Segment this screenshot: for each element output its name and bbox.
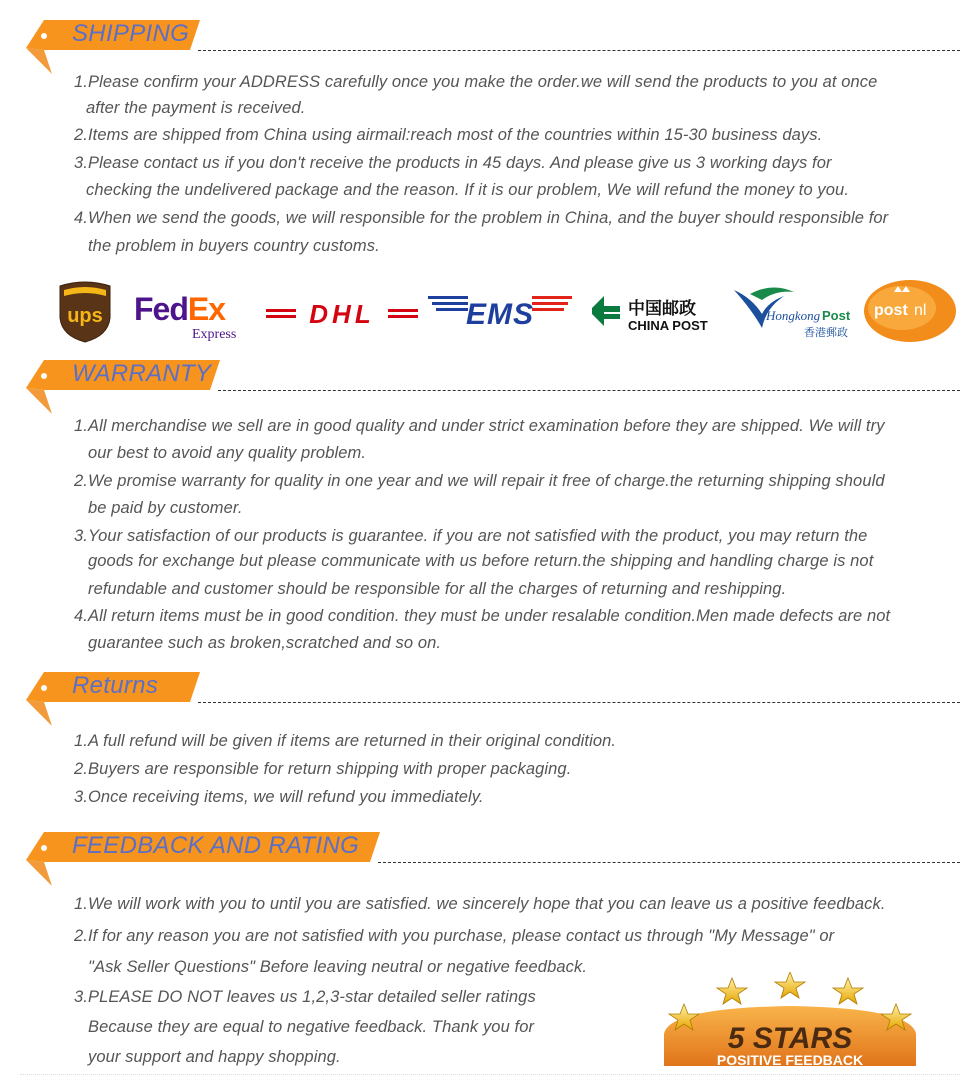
shipping-divider: [198, 50, 960, 51]
svg-text:CHINA POST: CHINA POST: [628, 318, 708, 332]
shipping-line-5: checking the undelivered package and the reason. If it is our problem, We will refund the money to you.: [86, 181, 850, 199]
star-icon-2: [717, 978, 747, 1004]
svg-text:DHL: DHL: [309, 299, 375, 328]
warranty-line-7: refundable and customer should be responsible for all the charges of returning and reshipping.: [88, 580, 787, 598]
warranty-line-3: 2.We promise warranty for quality in one year and we will repair it free of charge.the returning shipping should: [74, 472, 885, 490]
ems-logo: [428, 292, 574, 332]
svg-text:EMS: EMS: [465, 298, 535, 331]
feedback-line-5: Because they are equal to negative feedback. Thank you for: [88, 1018, 535, 1036]
warranty-line-8: 4.All return items must be in good condition. they must be under resalable condition.Men made defects are not: [74, 607, 891, 625]
fedex-fed: Fed: [134, 291, 188, 327]
warranty-divider: [218, 390, 960, 391]
warranty-header: [22, 358, 960, 420]
svg-text:nl: nl: [914, 302, 927, 319]
ups-logo: [56, 280, 114, 344]
shipping-line-3: 2.Items are shipped from China using airmail:reach most of the countries within 15-30 business days.: [74, 126, 823, 144]
warranty-line-1: 1.All merchandise we sell are in good quality and under strict examination before they are shipped. We will try: [74, 417, 885, 435]
warranty-title: WARRANTY: [72, 360, 212, 387]
shipping-line-6: 4.When we send the goods, we will responsible for the problem in China, and the buyer should responsible for: [74, 209, 889, 227]
returns-title: Returns: [72, 672, 159, 699]
svg-text:POSITIVE FEEDBACK: POSITIVE FEEDBACK: [716, 1052, 864, 1068]
shipping-line-1: 1.Please confirm your ADDRESS carefully once you make the order.we will send the products to you at once: [74, 73, 878, 91]
warranty-line-2: our best to avoid any quality problem.: [88, 444, 367, 462]
svg-text:香港郵政: 香港郵政: [804, 326, 848, 339]
carrier-logos: [50, 278, 960, 346]
postnl-logo: [862, 278, 958, 344]
bottom-divider: [20, 1074, 960, 1079]
svg-text:中国邮政: 中国邮政: [628, 299, 696, 319]
five-stars-badge: [660, 972, 920, 1072]
svg-text:Express: Express: [192, 327, 237, 342]
shipping-line-7: the problem in buyers country customs.: [88, 237, 380, 255]
warranty-line-6: goods for exchange but please communicate with us before return.the shipping and handling charge is not: [88, 552, 874, 570]
hongkongpost-logo: [732, 284, 854, 340]
dhl-logo: [266, 298, 418, 328]
shipping-line-2: after the payment is received.: [86, 99, 306, 117]
returns-divider: [198, 702, 960, 703]
warranty-line-5: 3.Your satisfaction of our products is guarantee. if you are not satisfied with the product, you may return the: [74, 527, 868, 545]
feedback-title: FEEDBACK AND RATING: [72, 832, 360, 859]
star-icon-4: [833, 978, 863, 1004]
returns-line-1: 1.A full refund will be given if items are returned in their original condition.: [74, 732, 617, 750]
warranty-line-4: be paid by customer.: [88, 499, 243, 517]
returns-line-2: 2.Buyers are responsible for return shipping with proper packaging.: [74, 760, 572, 778]
feedback-header: [22, 830, 960, 892]
fedex-logo: [134, 286, 254, 342]
chinapost-logo: [590, 292, 730, 332]
feedback-line-2: 2.If for any reason you are not satisfied with you purchase, please contact us through "My Message" or: [74, 927, 835, 945]
returns-line-3: 3.Once receiving items, we will refund you immediately.: [74, 788, 484, 806]
shipping-header: [22, 18, 960, 80]
feedback-line-3: "Ask Seller Questions" Before leaving neutral or negative feedback.: [88, 958, 588, 976]
feedback-line-1: 1.We will work with you to until you are satisfied. we sincerely hope that you can leave us a positive feedback.: [74, 895, 886, 913]
feedback-divider: [378, 862, 960, 863]
returns-header: [22, 670, 960, 732]
svg-text:FedEx: [134, 291, 226, 327]
warranty-line-9: guarantee such as broken,scratched and so on.: [88, 634, 442, 652]
svg-text:Post: Post: [822, 308, 851, 323]
shipping-title: SHIPPING: [72, 20, 190, 47]
svg-text:Hongkong: Hongkong: [766, 308, 821, 323]
svg-text:ups: ups: [67, 305, 103, 327]
svg-text:post: post: [874, 302, 908, 319]
star-icon-3: [775, 972, 805, 998]
feedback-line-4: 3.PLEASE DO NOT leaves us 1,2,3-star detailed seller ratings: [74, 988, 536, 1006]
feedback-line-6: your support and happy shopping.: [88, 1048, 341, 1066]
shipping-line-4: 3.Please contact us if you don't receive the products in 45 days. And please give us 3 working days for: [74, 154, 832, 172]
svg-text:5 STARS: 5 STARS: [727, 1022, 853, 1055]
fedex-ex: Ex: [187, 291, 226, 327]
